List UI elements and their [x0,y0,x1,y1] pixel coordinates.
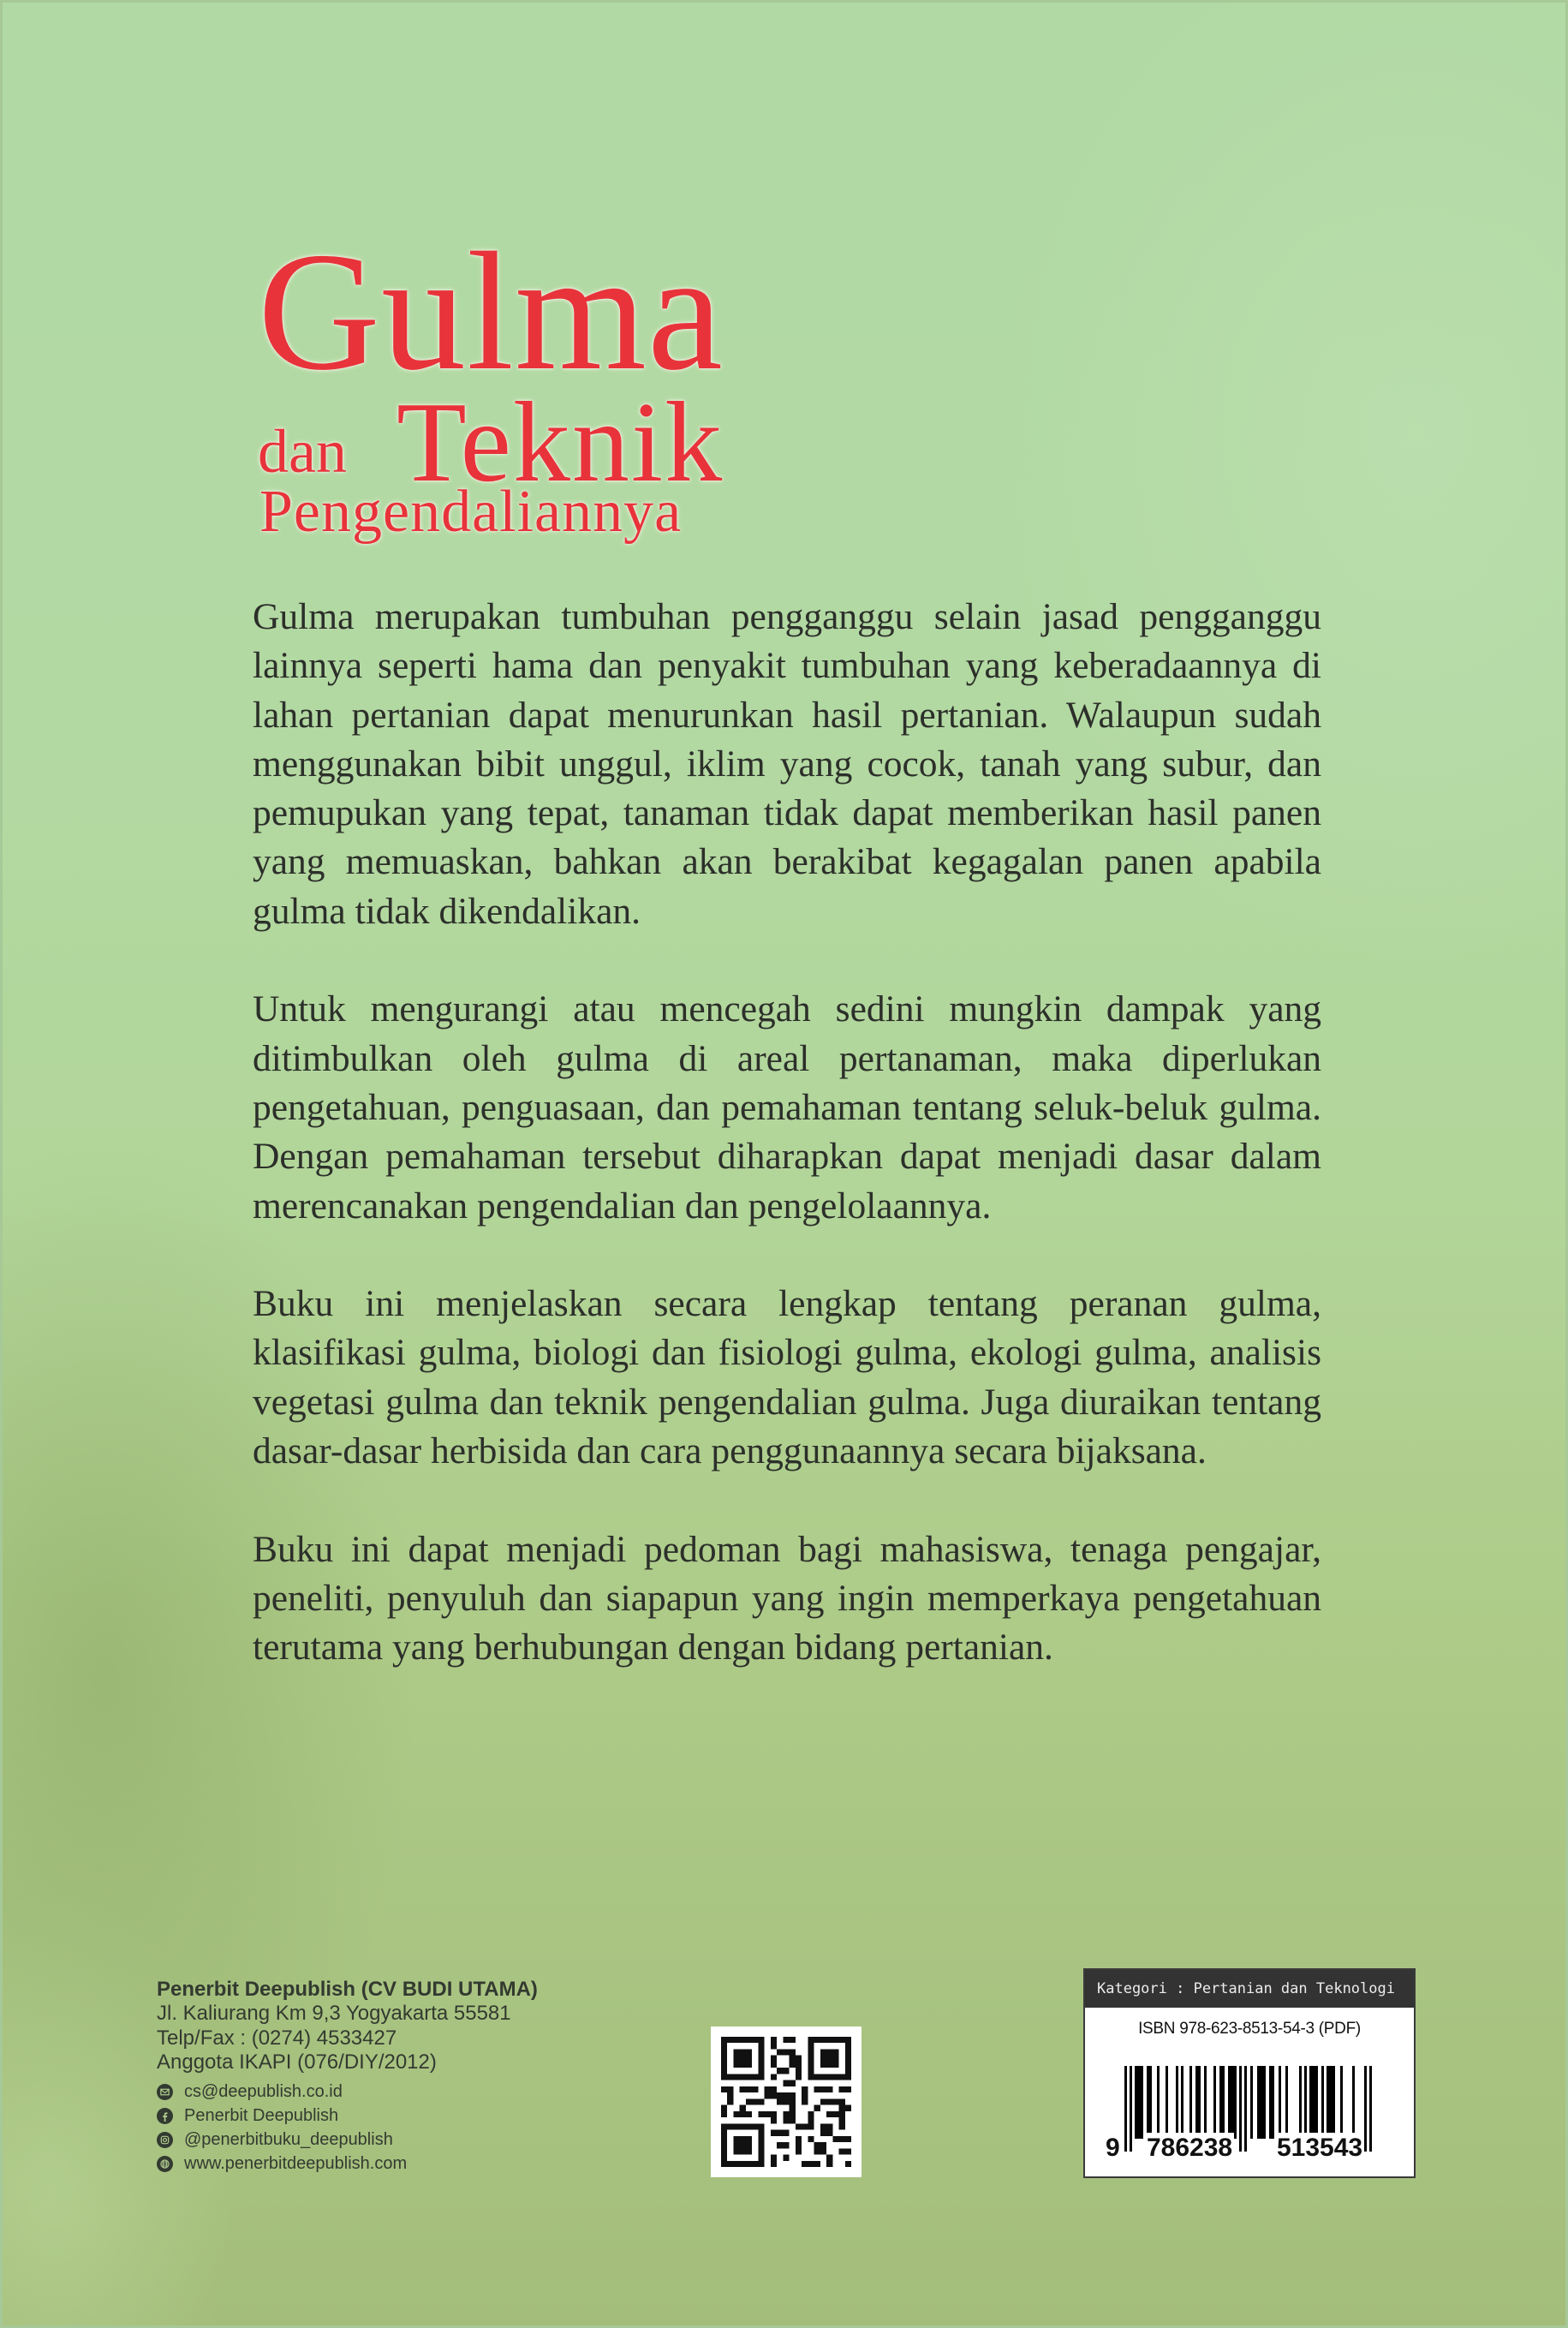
blurb-paragraph: Gulma merupakan tumbuhan pengganggu selain jasad pengganggu lainnya seperti hama dan penyakit tumbuhan yang keberadaannya di lahan pertanian dapat menurunkan hasil pertanian. Walaupun sudah menggunakan bibit unggul, iklim yang cocok, tanah yang subur, dan pemupukan yang tepat, tanaman tidak dapat memberikan hasil panen yang memuaskan, bahkan akan berakibat kegagalan panen apabila gulma tidak dikendalikan. [253,596,1321,932]
instagram-icon [157,2132,173,2148]
qr-code-icon [721,2037,851,2167]
publisher-membership: Anggota IKAPI (076/DIY/2012) [157,2050,437,2074]
email-icon [157,2084,173,2100]
barcode-digits-left: 786238 [1147,2134,1233,2162]
publisher-phone: Telp/Fax : (0274) 4533427 [157,2026,397,2050]
publisher-info [157,1978,538,2176]
globe-icon [157,2156,173,2172]
blurb-paragraph: Buku ini menjelaskan secara lengkap tentang peranan gulma, klasifikasi gulma, biologi dan fisiologi gulma, ekologi gulma, analisis vegetasi gulma dan teknik pengendalian gulma. Juga diuraikan tentang dasar-dasar herbisida dan cara penggunaannya secara bijaksana. [253,1283,1321,1472]
contact-facebook[interactable] [157,2104,538,2128]
title-word-teknik: Teknik [396,379,724,505]
barcode-digits-right: 513543 [1277,2134,1363,2162]
contact-website[interactable] [157,2152,538,2176]
contact-instagram-text: @penerbitbuku_deepublish [184,2130,393,2149]
category-label: Kategori : Pertanian dan Teknologi [1085,1970,1414,2008]
title-line-gulma: Gulma [258,218,724,405]
barcode-digits [1104,2133,1395,2167]
contact-website-text: www.penerbitdeepublish.com [184,2154,408,2173]
title-word-dan: dan [258,417,347,486]
qr-code[interactable] [711,2027,862,2177]
contact-email[interactable] [157,2080,538,2104]
contact-instagram[interactable] [157,2128,538,2152]
isbn-barcode-box [1083,1968,1416,2178]
blurb-paragraph: Buku ini dapat menjadi pedoman bagi mahasiswa, tenaga pengajar, peneliti, penyuluh dan siapapun yang ingin memperkaya pengetahuan terutama yang berhubungan dengan bidang pertanian. [253,1528,1321,1668]
publisher-name: Penerbit Deepublish (CV BUDI UTAMA) [157,1978,538,2001]
blurb-paragraph: Untuk mengurangi atau mencegah sedini mungkin dampak yang ditimbulkan oleh gulma di areal pertanaman, maka diperlukan pengetahuan, penguasaan, dan pemahaman tentang seluk-beluk gulma. Dengan pemahaman tersebut diharapkan dapat menjadi dasar dalam merencanakan pengendalian dan pengelolaannya. [253,988,1321,1227]
barcode-digit-first: 9 [1106,2134,1120,2162]
blurb [253,593,1321,1673]
publisher-contacts [157,2080,538,2176]
facebook-icon [157,2108,173,2124]
title-line-pengendaliannya: Pengendaliannya [259,479,683,545]
contact-email-text: cs@deepublish.co.id [184,2082,343,2101]
publisher-address: Jl. Kaliurang Km 9,3 Yogyakarta 55581 [157,2002,511,2025]
contact-facebook-text: Penerbit Deepublish [184,2106,339,2125]
isbn-text: ISBN 978-623-8513-54-3 (PDF) [1138,2020,1361,2038]
